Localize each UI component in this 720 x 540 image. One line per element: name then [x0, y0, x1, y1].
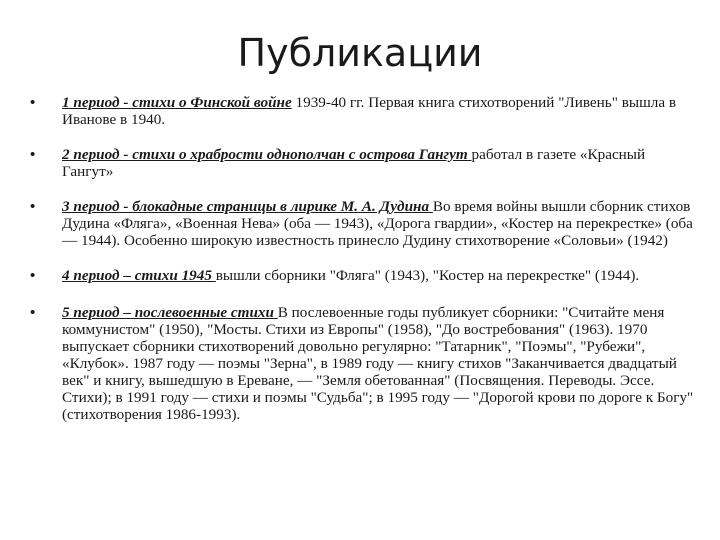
- period-description: 1939-40 гг. Первая книга стихотворений "Ливень" вышла в Иванове в 1940.: [62, 94, 677, 128]
- period-description: Во время войны вышли сборник стихов Дудина «Фляга», «Военная Нева» (оба — 1943), «Дорога гвардии», «Костер на перекрестке» (оба — 1944). Особенно широкую известность принесло Дудину стихотворение «Соловьи» (1942): [62, 198, 693, 249]
- bullet-icon: •: [30, 304, 36, 321]
- slide-title: Публикации: [237, 31, 483, 75]
- list-item: [28, 304, 700, 423]
- period-description: вышли сборники "Фляга" (1943), "Костер на перекрестке" (1944).: [215, 267, 640, 284]
- period-heading: 2 период - стихи о храбрости однополчан с острова Гангут: [62, 146, 472, 163]
- period-heading: 1 период - стихи о Финской войне: [62, 94, 292, 111]
- bullet-icon: •: [30, 94, 36, 111]
- list-item: [28, 198, 700, 249]
- bullet-icon: •: [30, 198, 36, 215]
- list-item: [28, 267, 700, 284]
- list-item: [28, 94, 700, 128]
- period-heading: 5 период – послевоенные стихи: [62, 304, 278, 321]
- bullet-icon: •: [30, 267, 36, 284]
- period-heading: 3 период - блокадные страницы в лирике М. А. Дудина: [62, 198, 433, 215]
- publications-list: [28, 94, 700, 441]
- period-description: В послевоенные годы публикует сборники: "Считайте меня коммунистом" (1950), "Мосты. Стихи из Европы" (1958), "До востребования" (1963). 1970 выпускает сборники стихотворений довольно регулярно: "Татарник", "Поэмы", "Рубежи", «Клубок». 1987 году — поэмы "Зерна", в 1989 году — книгу стихов "Заканчивается двадцатый век" и книгу, вышедшую в Ереване, — "Земля обетованная" (Посвящения. Переводы. Эссе. Стихи); в 1991 году — стихи и поэмы "Судьба"; в 1995 году — "Дорогой крови по дороге к Богу" (стихотворения 1986-1993).: [62, 304, 694, 423]
- list-item: [28, 146, 700, 180]
- period-heading: 4 период – стихи 1945: [62, 267, 216, 284]
- bullet-icon: •: [30, 146, 36, 163]
- period-description: работал в газете «Красный Гангут»: [62, 146, 646, 180]
